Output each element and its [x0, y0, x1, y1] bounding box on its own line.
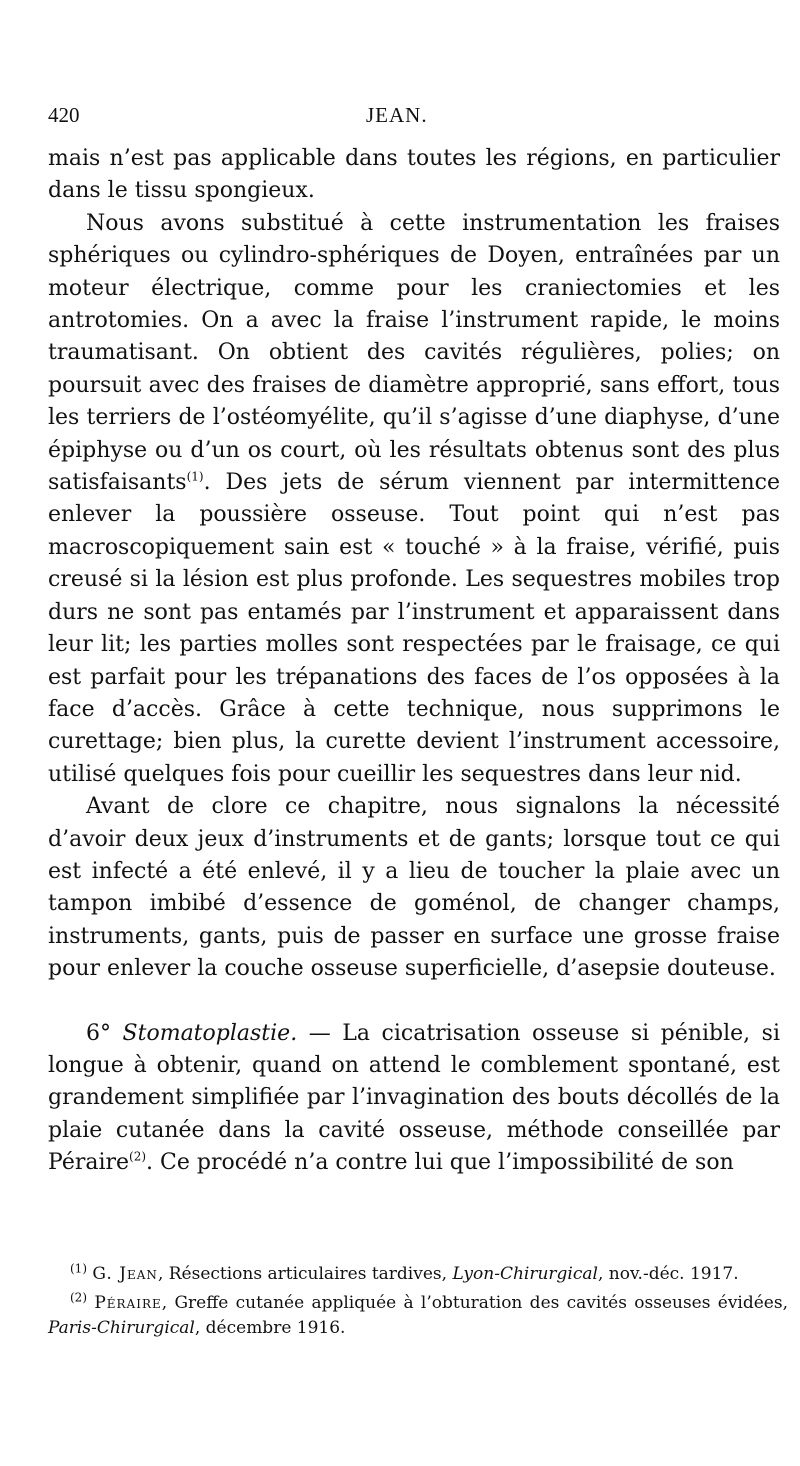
paragraph-fraises: Nous avons substitué à cette instrumentation les fraises sphériques ou cylindro-sphériques de Doyen, entraînées par un moteur électrique, comme pour les craniectomies et les antrotomies. On a avec la fraise l’instrument rapide, le moins traumatisant. On obtient des cavités régulières, polies; on poursuit avec des fraises de diamètre approprié, sans effort, tous les terriers de l’ostéomyélite, qu’il s’agisse d’une diaphyse, d’une épiphyse ou d’un os court, où les résultats obtenus sont des plus satisfaisants$^{(1)}$. Des jets de sérum viennent par intermittence enlever la poussière osseuse. Tout point qui n’est pas macroscopiquement sain est « touché » à la fraise, vérifié, puis creusé si la lésion est plus profonde. Les sequestres mobiles trop durs ne sont pas entamés par l’instrument et apparaissent dans leur lit; les parties molles sont respectées par le fraisage, ce qui est parfait pour les trépanations des faces de l’os opposées à la face d’accès. Grâce à cette technique, nous supprimons le curettage; bien plus, la curette devient l’instrument accessoire, utilisé quelques fois pour cueillir les sequestres dans leur nid.: [48, 210, 780, 787]
footnote-journal: Paris-Chirurgical: [48, 1318, 195, 1338]
footnote-marker: (2): [70, 1290, 87, 1305]
paragraph-continuation: mais n’est pas applicable dans toutes les régions, en particulier dans le tissu spongieux.: [48, 146, 780, 204]
footnote-author: G. Jean: [92, 1264, 158, 1284]
footnote-ref-2[interactable]: (2): [129, 1149, 147, 1164]
section-dash: —: [297, 1020, 343, 1046]
body-text: [48, 143, 780, 1180]
footnote-2: $^{(2)}$ Péraire, Greffe cutanée appliquée à l’obturation des cavités osseuses évidées, Paris-Chirurgical, décembre 1916.: [48, 1290, 788, 1338]
footnote-1: $^{(1)}$ G. Jean, Résections articulaires tardives, Lyon-Chirurgical, nov.-déc. 1917.: [70, 1261, 739, 1284]
section-stomatoplastie: [48, 1018, 780, 1180]
footnote-ref-1[interactable]: (1): [186, 469, 204, 484]
footnote-marker: (1): [70, 1261, 87, 1276]
running-head: [48, 103, 778, 133]
page-number: 420: [48, 103, 80, 127]
footnote-journal: Lyon-Chirurgical: [452, 1264, 598, 1284]
section-number: 6°: [86, 1020, 111, 1046]
running-head-author: JEAN.: [366, 103, 428, 127]
footnotes: [48, 1262, 788, 1345]
section-title: Stomatoplastie.: [122, 1020, 298, 1046]
paragraph-avant-de-clore: Avant de clore ce chapitre, nous signalons la nécessité d’avoir deux jeux d’instruments et de gants; lorsque tout ce qui est infecté a été enlevé, il y a lieu de toucher la plaie avec un tampon imbibé d’essence de goménol, de changer champs, instruments, gants, puis de passer en surface une grosse fraise pour enlever la couche osseuse superficielle, d’asepsie douteuse.: [48, 794, 780, 982]
section-text-cont: . Ce procédé n’a contre lui que l’impossibilité de son: [146, 1150, 734, 1176]
footnote-author: Péraire: [94, 1293, 162, 1313]
section-text: La cicatrisation osseuse si pénible, si longue à obtenir, quand on attend le comblement spontané, est grandement simplifiée par l’invagination des bouts décollés de la plaie cutanée dans la cavité osseuse, méthode conseillée par Péraire: [48, 1020, 780, 1176]
